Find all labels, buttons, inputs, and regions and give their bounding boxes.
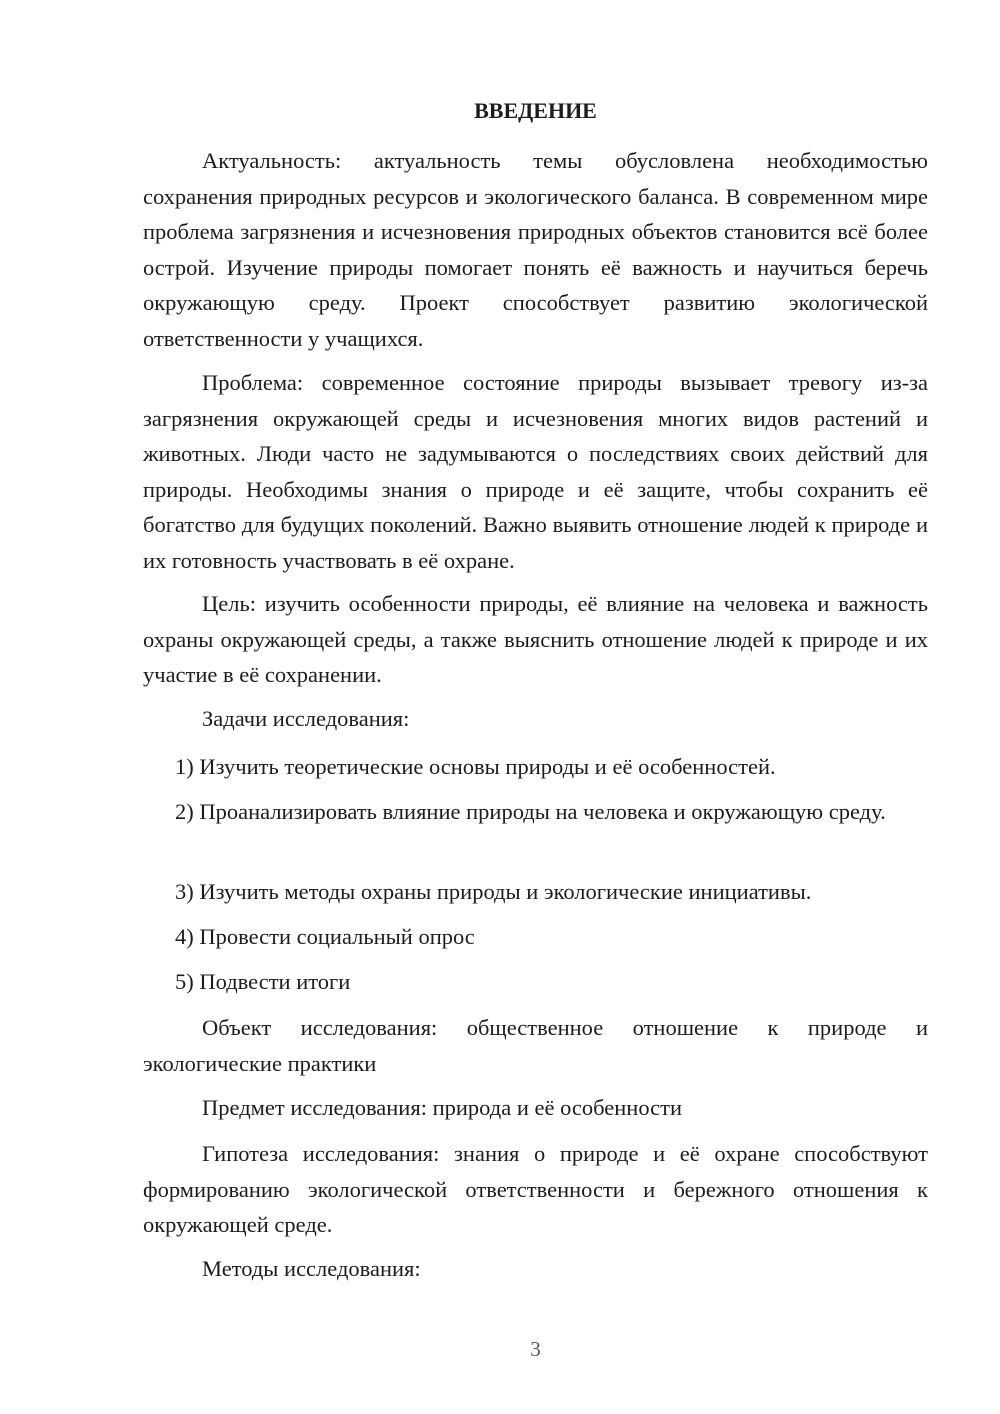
- page-title: ВВЕДЕНИЕ: [474, 98, 597, 123]
- paragraph-object: Объект исследования: общественное отношение к природе и экологические практики: [143, 1015, 928, 1076]
- paragraph-hypothesis: Гипотеза исследования: знания о природе и её охране способствуют формированию экологической ответственности и бережного отношения к окружающей среде.: [143, 1141, 928, 1237]
- paragraph-goal: Цель: изучить особенности природы, её влияние на человека и важность охраны окружающей среды, а также выяснить отношение людей к природе и их участие в её сохранении.: [143, 591, 928, 687]
- paragraph-subject: Предмет исследования: природа и её особенности: [202, 1095, 683, 1120]
- page-number: 3: [530, 1337, 541, 1361]
- task-item: 3) Изучить методы охраны природы и экологические инициативы.: [175, 879, 812, 904]
- paragraph-relevance: Актуальность: актуальность темы обусловлена необходимостью сохранения природных ресурсов и экологического баланса. В современном мире проблема загрязнения и исчезновения природных объектов становится всё более острой. Изучение природы помогает понять её важность и научиться беречь окружающую среду. Проект способствует развитию экологической ответственности у учащихся.: [143, 148, 928, 351]
- task-item: 1) Изучить теоретические основы природы и её особенностей.: [175, 754, 776, 779]
- paragraph-problem: Проблема: современное состояние природы вызывает тревогу из-за загрязнения окружающей среды и исчезновения многих видов растений и животных. Люди часто не задумываются о последствиях своих действий для природы. Необходимы знания о природе и её защите, чтобы сохранить её богатство для будущих поколений. Важно выявить отношение людей к природе и их готовность участвовать в её охране.: [143, 370, 928, 573]
- tasks-heading: Задачи исследования:: [202, 706, 410, 731]
- task-item: 5) Подвести итоги: [175, 969, 351, 994]
- task-item: 2) Проанализировать влияние природы на человека и окружающую среду.: [175, 799, 886, 824]
- task-item: 4) Провести социальный опрос: [175, 924, 475, 949]
- methods-heading: Методы исследования:: [202, 1256, 421, 1281]
